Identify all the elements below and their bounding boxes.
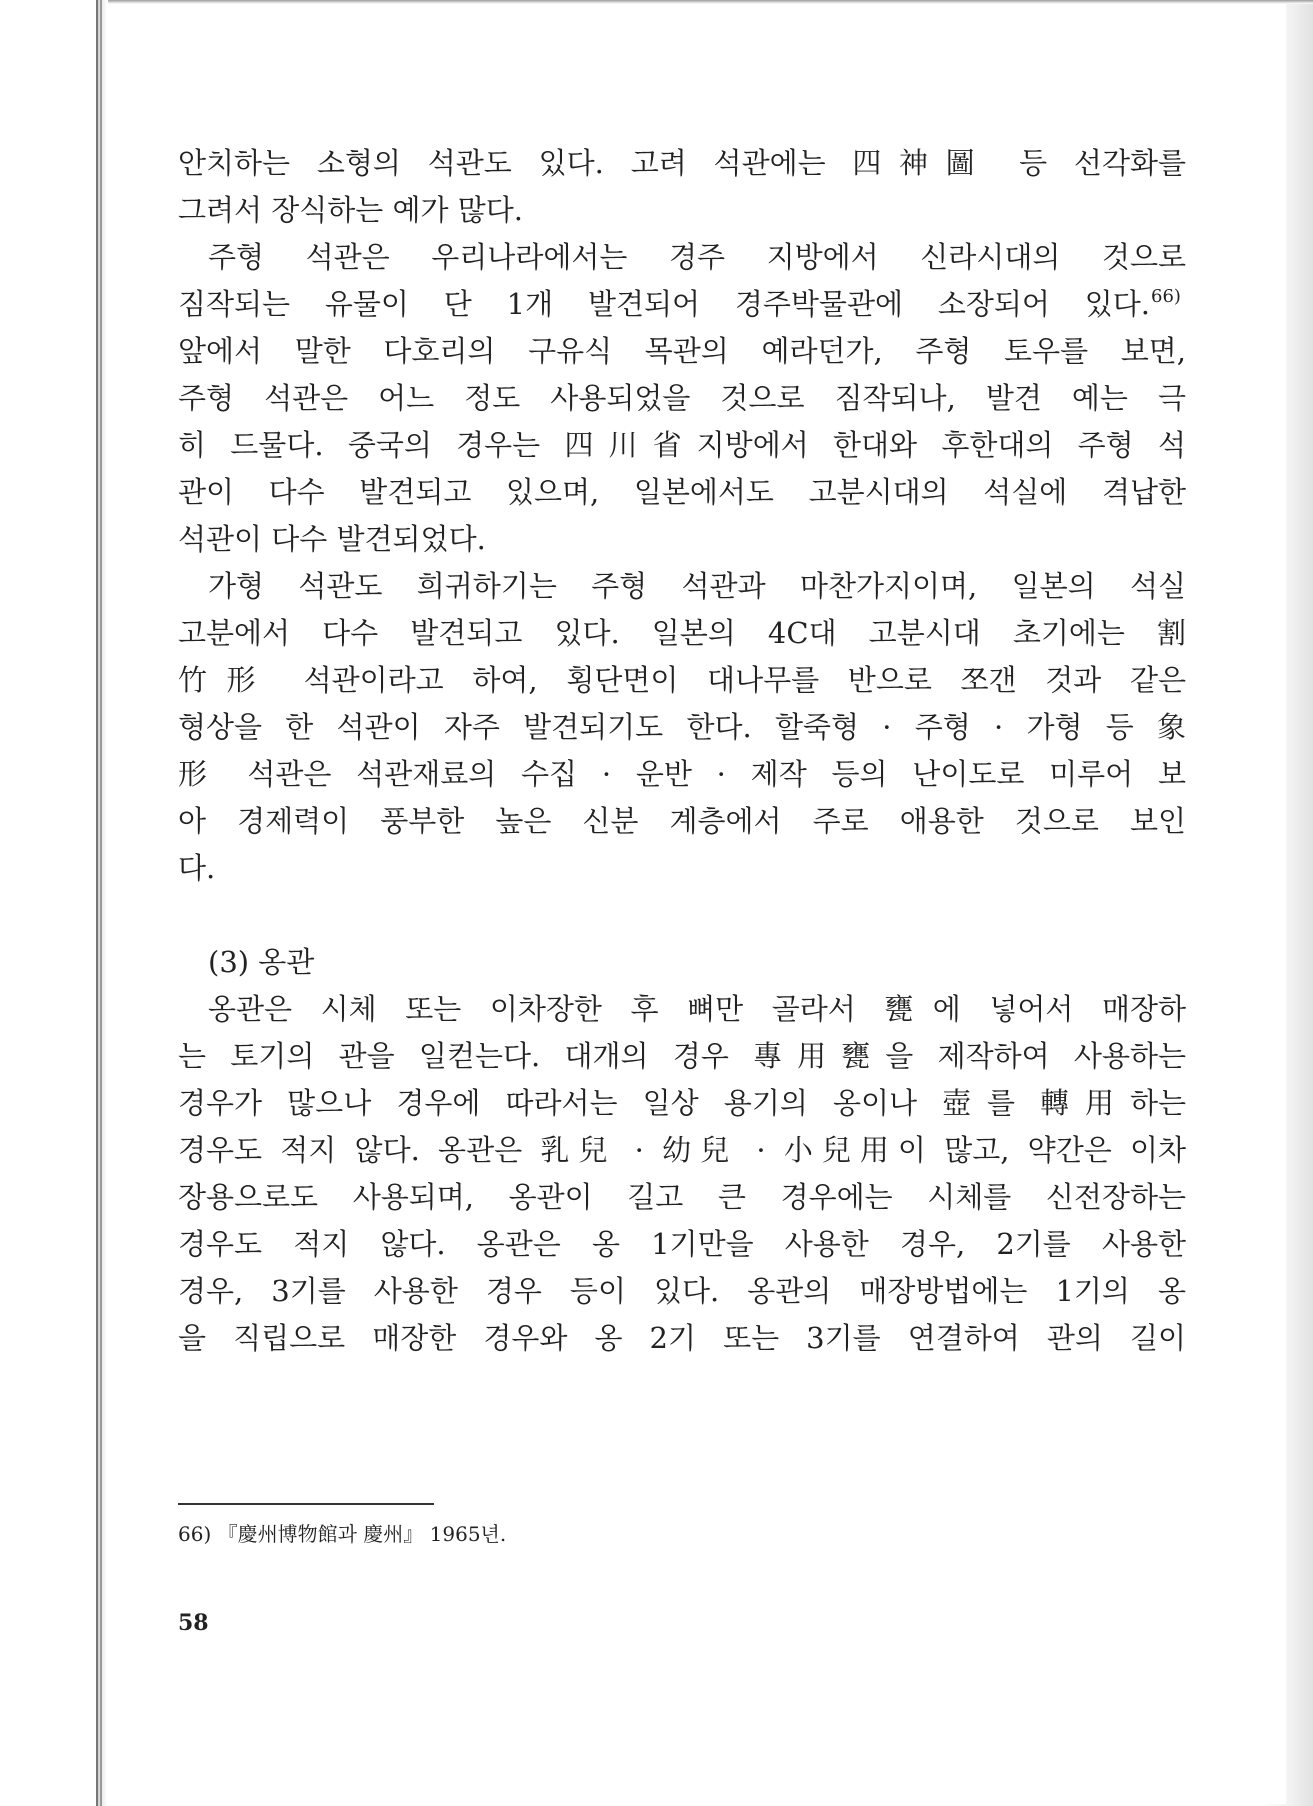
text-line: 앞에서 말한 다호리의 구유식 목관의 예라던가, 주형 토우를 보면,	[178, 334, 1186, 368]
text-line: 고분에서 다수 발견되고 있다. 일본의 4C대 고분시대 초기에는 割	[178, 616, 1186, 650]
paragraph-gap	[178, 892, 1186, 939]
text-line: 경우, 3기를 사용한 경우 등이 있다. 옹관의 매장방법에는 1기의 옹	[178, 1274, 1186, 1308]
section-heading: (3) 옹관	[208, 945, 315, 979]
text-line: 다.	[178, 851, 216, 885]
text-line: 形 석관은 석관재료의 수집 · 운반 · 제작 등의 난이도로 미루어 보	[178, 757, 1186, 791]
text-line: 장용으로도 사용되며, 옹관이 길고 큰 경우에는 시체를 신전장하는	[178, 1180, 1186, 1214]
text-line: 을 직립으로 매장한 경우와 옹 2기 또는 3기를 연결하여 관의 길이	[178, 1321, 1186, 1355]
text-line: 는 토기의 관을 일컫는다. 대개의 경우 專用甕을 제작하여 사용하는	[178, 1039, 1186, 1073]
text-line: 석관이 다수 발견되었다.	[178, 522, 486, 556]
text-line: 히 드물다. 중국의 경우는 四川省지방에서 한대와 후한대의 주형 석	[178, 428, 1186, 462]
text-line: 경우도 적지 않다. 옹관은 乳兒 · 幼兒 · 小兒用이 많고, 약간은 이차	[178, 1133, 1186, 1167]
body-text	[178, 140, 1186, 1362]
text-line: 경우도 적지 않다. 옹관은 옹 1기만을 사용한 경우, 2기를 사용한	[178, 1227, 1186, 1261]
text-line: 가형 석관도 희귀하기는 주형 석관과 마찬가지이며, 일본의 석실	[208, 569, 1186, 603]
footnote: 66) 『慶州博物館과 慶州』 1965년.	[178, 1522, 507, 1546]
page-number: 58	[178, 1610, 209, 1636]
text-line: 관이 다수 발견되고 있으며, 일본에서도 고분시대의 석실에 격납한	[178, 475, 1186, 509]
text-line: 형상을 한 석관이 자주 발견되기도 한다. 할죽형 · 주형 · 가형 등 象	[178, 710, 1186, 744]
text-line: 안치하는 소형의 석관도 있다. 고려 석관에는 四神圖 등 선각화를	[178, 146, 1186, 180]
text-line: 경우가 많으나 경우에 따라서는 일상 용기의 옹이나 壺를 轉用하는	[178, 1086, 1186, 1120]
text-line: 옹관은 시체 또는 이차장한 후 뼈만 골라서 甕에 넣어서 매장하	[208, 992, 1186, 1026]
text-line: 주형 석관은 우리나라에서는 경주 지방에서 신라시대의 것으로	[208, 240, 1186, 274]
text-line: 주형 석관은 어느 정도 사용되었을 것으로 짐작되나, 발견 예는 극	[178, 381, 1186, 415]
text-line: 竹形 석관이라고 하여, 횡단면이 대나무를 반으로 쪼갠 것과 같은	[178, 663, 1186, 697]
footnote-reference: 66)	[1151, 286, 1181, 307]
text-line: 아 경제력이 풍부한 높은 신분 계층에서 주로 애용한 것으로 보인	[178, 804, 1186, 838]
text-line-content: 짐작되는 유물이 단 1개 발견되어 경주박물관에 소장되어 있다.	[178, 287, 1150, 321]
text-line: 그려서 장식하는 예가 많다.	[178, 193, 524, 227]
footnote-divider	[178, 1503, 434, 1505]
text-line-with-footnote	[178, 281, 1186, 328]
